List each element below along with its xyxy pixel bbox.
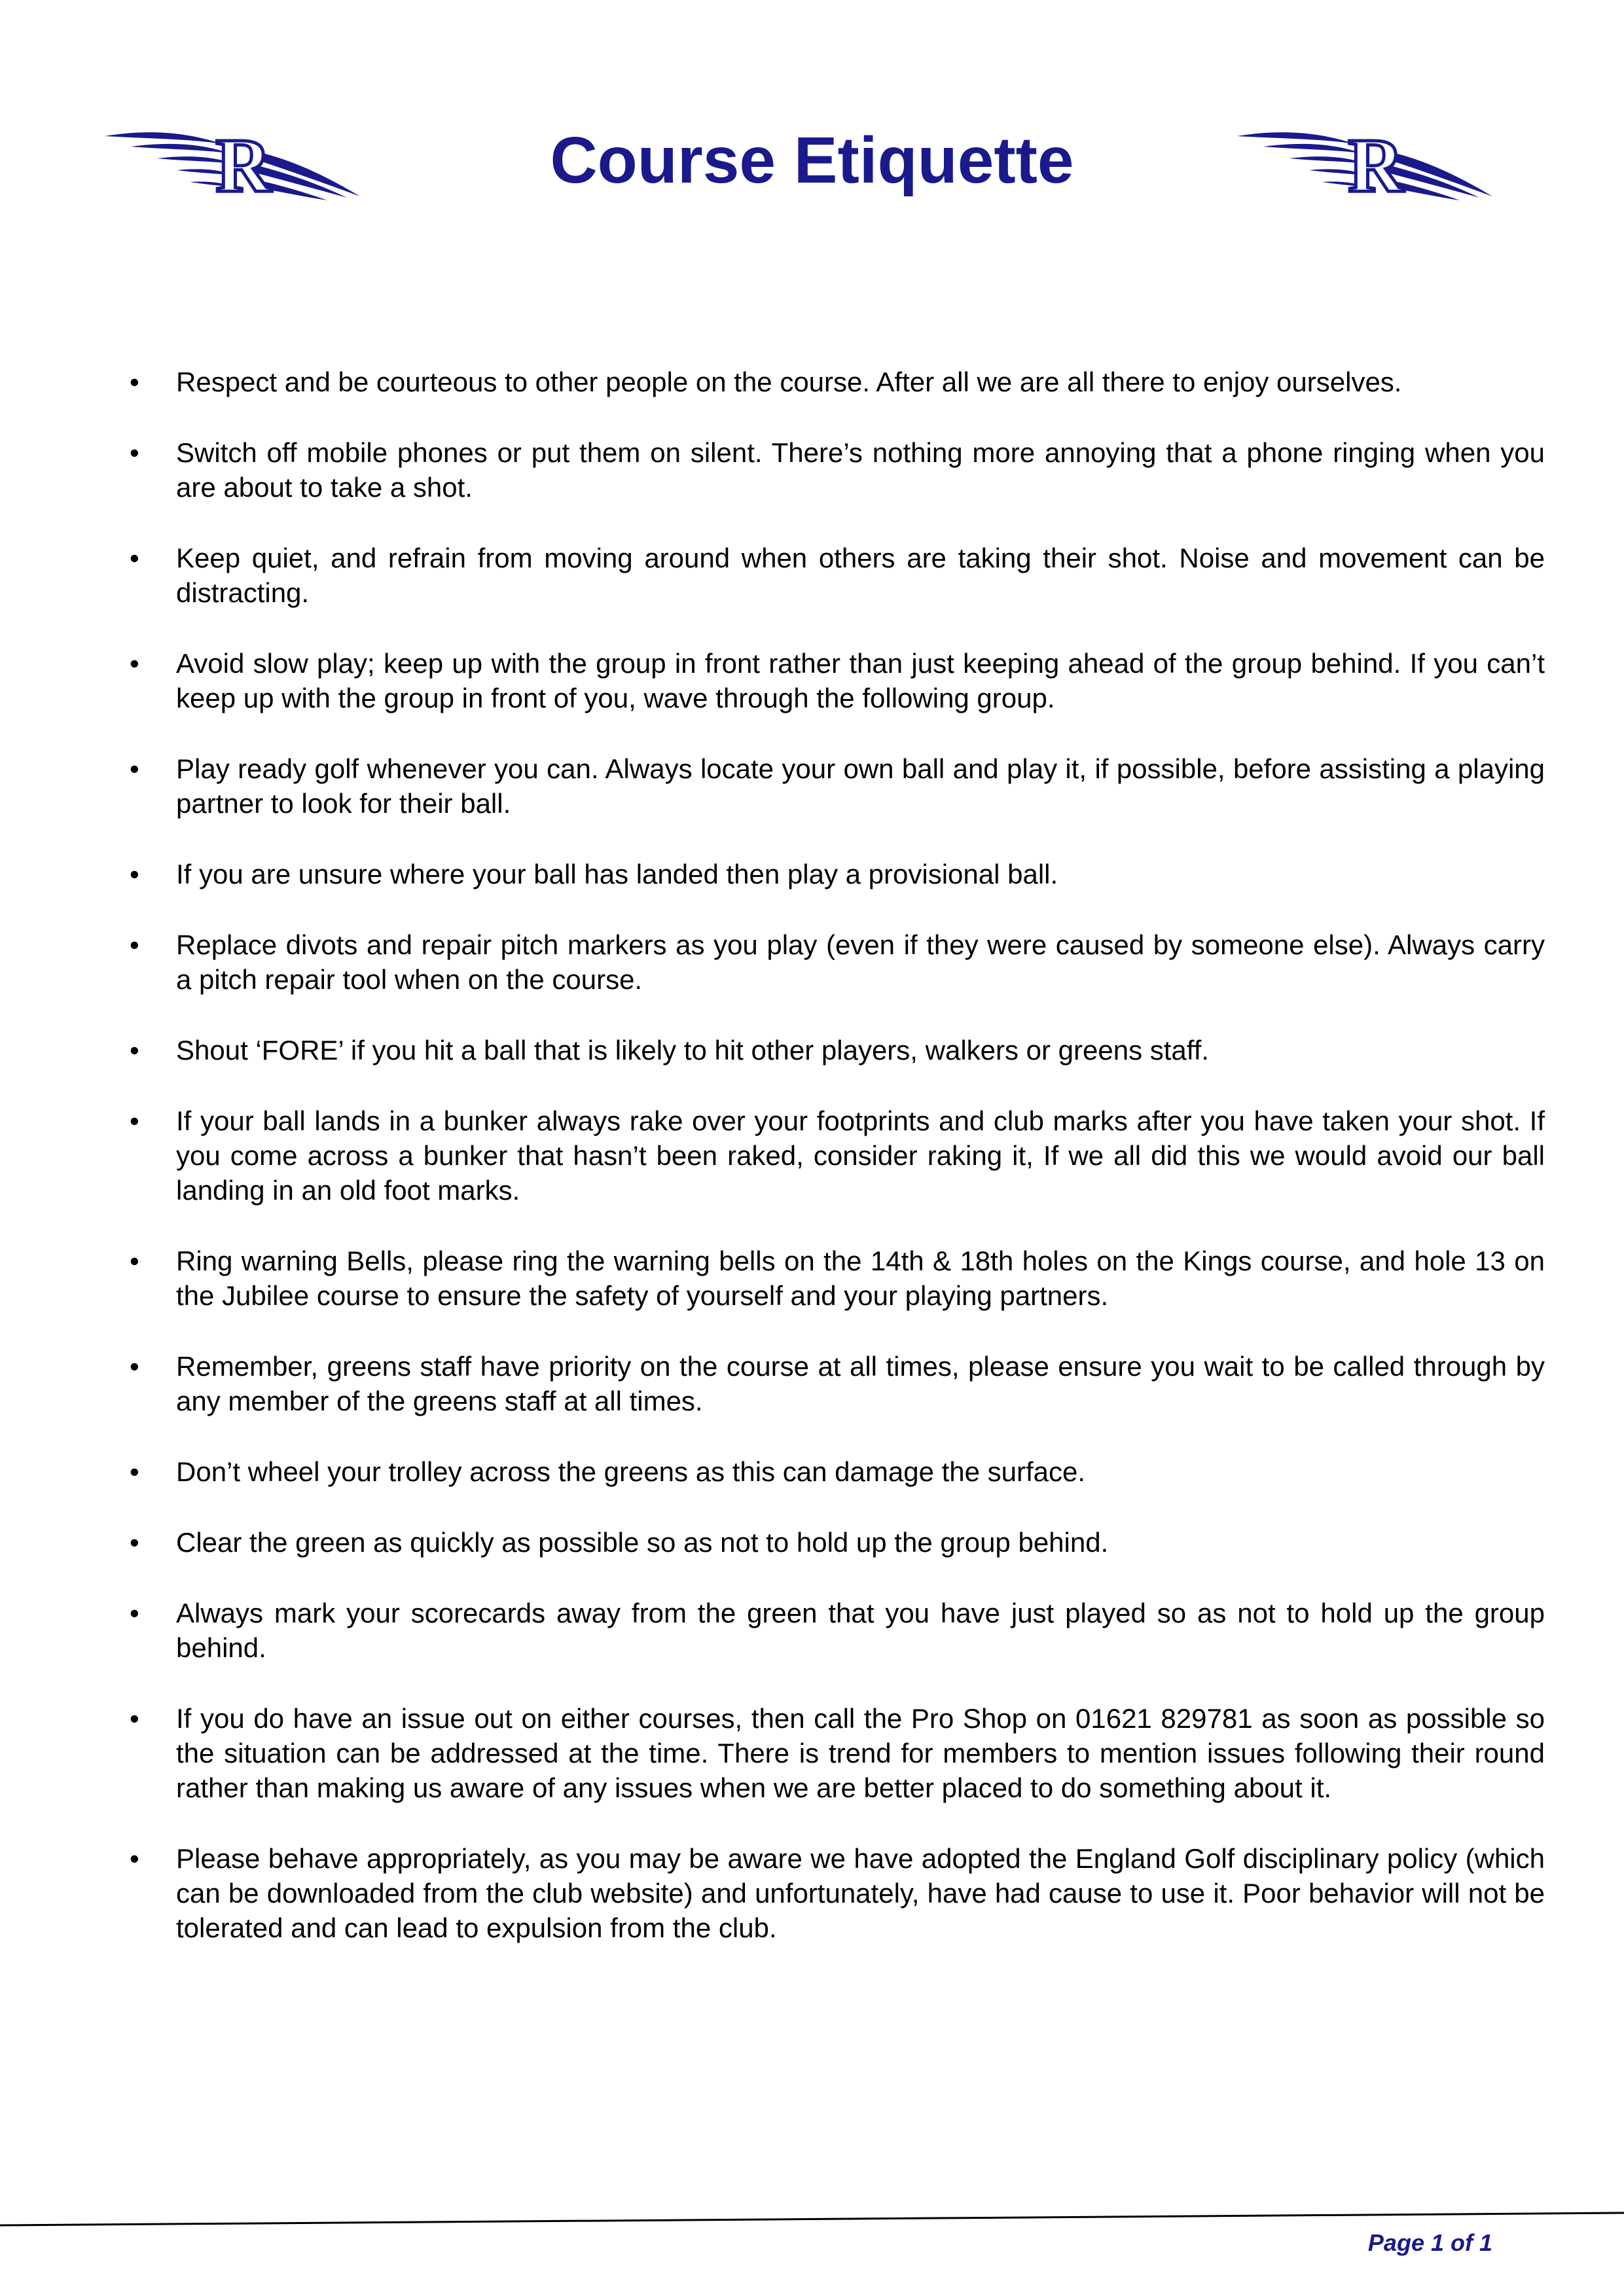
- rule-text: Don’t wheel your trolley across the greens as this can damage the surface.: [176, 1456, 1086, 1487]
- rule-text: Remember, greens staff have priority on the course at all times, please ensure you wait to be called through by any member of the greens staff at all times.: [176, 1351, 1545, 1416]
- bullet-icon: •: [130, 1703, 139, 1734]
- rule-item: [124, 1103, 1545, 1208]
- bullet-icon: •: [130, 1105, 139, 1136]
- rule-item: [124, 751, 1545, 821]
- bullet-icon: •: [130, 1456, 139, 1487]
- rule-item: [124, 1701, 1545, 1805]
- rule-text: If you are unsure where your ball has landed then play a provisional ball.: [176, 859, 1058, 889]
- rule-text: Ring warning Bells, please ring the warning bells on the 14th & 18th holes on the Kings course, and hole 13 on the Jubilee course to ensure the safety of yourself and your playing partners.: [176, 1246, 1545, 1311]
- rule-text: Replace divots and repair pitch markers as you play (even if they were caused by someone else). Always carry a pitch repair tool when on the course.: [176, 929, 1545, 995]
- etiquette-rule-list: [124, 365, 1545, 1981]
- rule-item: [124, 435, 1545, 505]
- page-title: Course Etiquette: [550, 124, 1074, 197]
- rule-text: Always mark your scorecards away from the green that you have just played so as not to hold up the group behind.: [176, 1598, 1545, 1663]
- bullet-icon: •: [130, 437, 139, 468]
- bullet-icon: •: [130, 929, 139, 960]
- rule-item: [124, 927, 1545, 997]
- rule-text: Avoid slow play; keep up with the group in front rather than just keeping ahead of the group behind. If you can’t keep up with the group in front of you, wave through the following group.: [176, 648, 1545, 713]
- page-number: Page 1 of 1: [1367, 2229, 1492, 2256]
- club-logo-right-icon: [1237, 124, 1492, 203]
- rule-item: [124, 1525, 1545, 1560]
- svg-text:R: R: [215, 124, 272, 203]
- bullet-icon: •: [130, 1035, 139, 1066]
- rule-item: [124, 1244, 1545, 1313]
- rule-item: [124, 1841, 1545, 1945]
- bullet-icon: •: [130, 753, 139, 784]
- rule-item: [124, 646, 1545, 715]
- footer-divider: [0, 2211, 1624, 2228]
- bullet-icon: •: [130, 367, 139, 397]
- rule-text: Respect and be courteous to other people on the course. After all we are all there to enjoy ourselves.: [176, 367, 1402, 397]
- rule-text: Please behave appropriately, as you may be aware we have adopted the England Golf disciplinary policy (which can be downloaded from the club website) and unfortunately, have had cause to use it. Poor behavior will not be tolerated and can lead to expulsion from the club.: [176, 1843, 1545, 1943]
- rule-text: Clear the green as quickly as possible so as not to hold up the group behind.: [176, 1527, 1109, 1558]
- bullet-icon: •: [130, 1246, 139, 1276]
- bullet-icon: •: [130, 543, 139, 573]
- bullet-icon: •: [130, 648, 139, 679]
- rule-item: [124, 1033, 1545, 1067]
- rule-text: Switch off mobile phones or put them on silent. There’s nothing more annoying that a phone ringing when you are about to take a shot.: [176, 437, 1545, 503]
- bullet-icon: •: [130, 1527, 139, 1558]
- rule-text: If you do have an issue out on either courses, then call the Pro Shop on 01621 829781 as soon as possible so the situation can be addressed at the time. There is trend for members to mention issues following their round rather than making us aware of any issues when we are better placed to do something about it.: [176, 1703, 1545, 1803]
- rule-item: [124, 1596, 1545, 1665]
- rule-text: Play ready golf whenever you can. Always locate your own ball and play it, if possible, before assisting a playing partner to look for their ball.: [176, 753, 1545, 819]
- rule-item: [124, 1349, 1545, 1418]
- rule-text: Keep quiet, and refrain from moving around when others are taking their shot. Noise and movement can be distracting.: [176, 543, 1545, 608]
- svg-text:R: R: [1348, 124, 1404, 203]
- bullet-icon: •: [130, 859, 139, 889]
- rule-item: [124, 541, 1545, 610]
- bullet-icon: •: [130, 1351, 139, 1382]
- rule-item: [124, 857, 1545, 891]
- rule-item: [124, 1454, 1545, 1489]
- bullet-icon: •: [130, 1598, 139, 1628]
- bullet-icon: •: [130, 1843, 139, 1874]
- rule-text: Shout ‘FORE’ if you hit a ball that is likely to hit other players, walkers or greens staff.: [176, 1035, 1210, 1066]
- rule-text: If your ball lands in a bunker always rake over your footprints and club marks after you have taken your shot. If you come across a bunker that hasn’t been raked, consider raking it, If we all did this we would avoid our ball landing in an old foot marks.: [176, 1105, 1545, 1206]
- rule-item: [124, 365, 1545, 399]
